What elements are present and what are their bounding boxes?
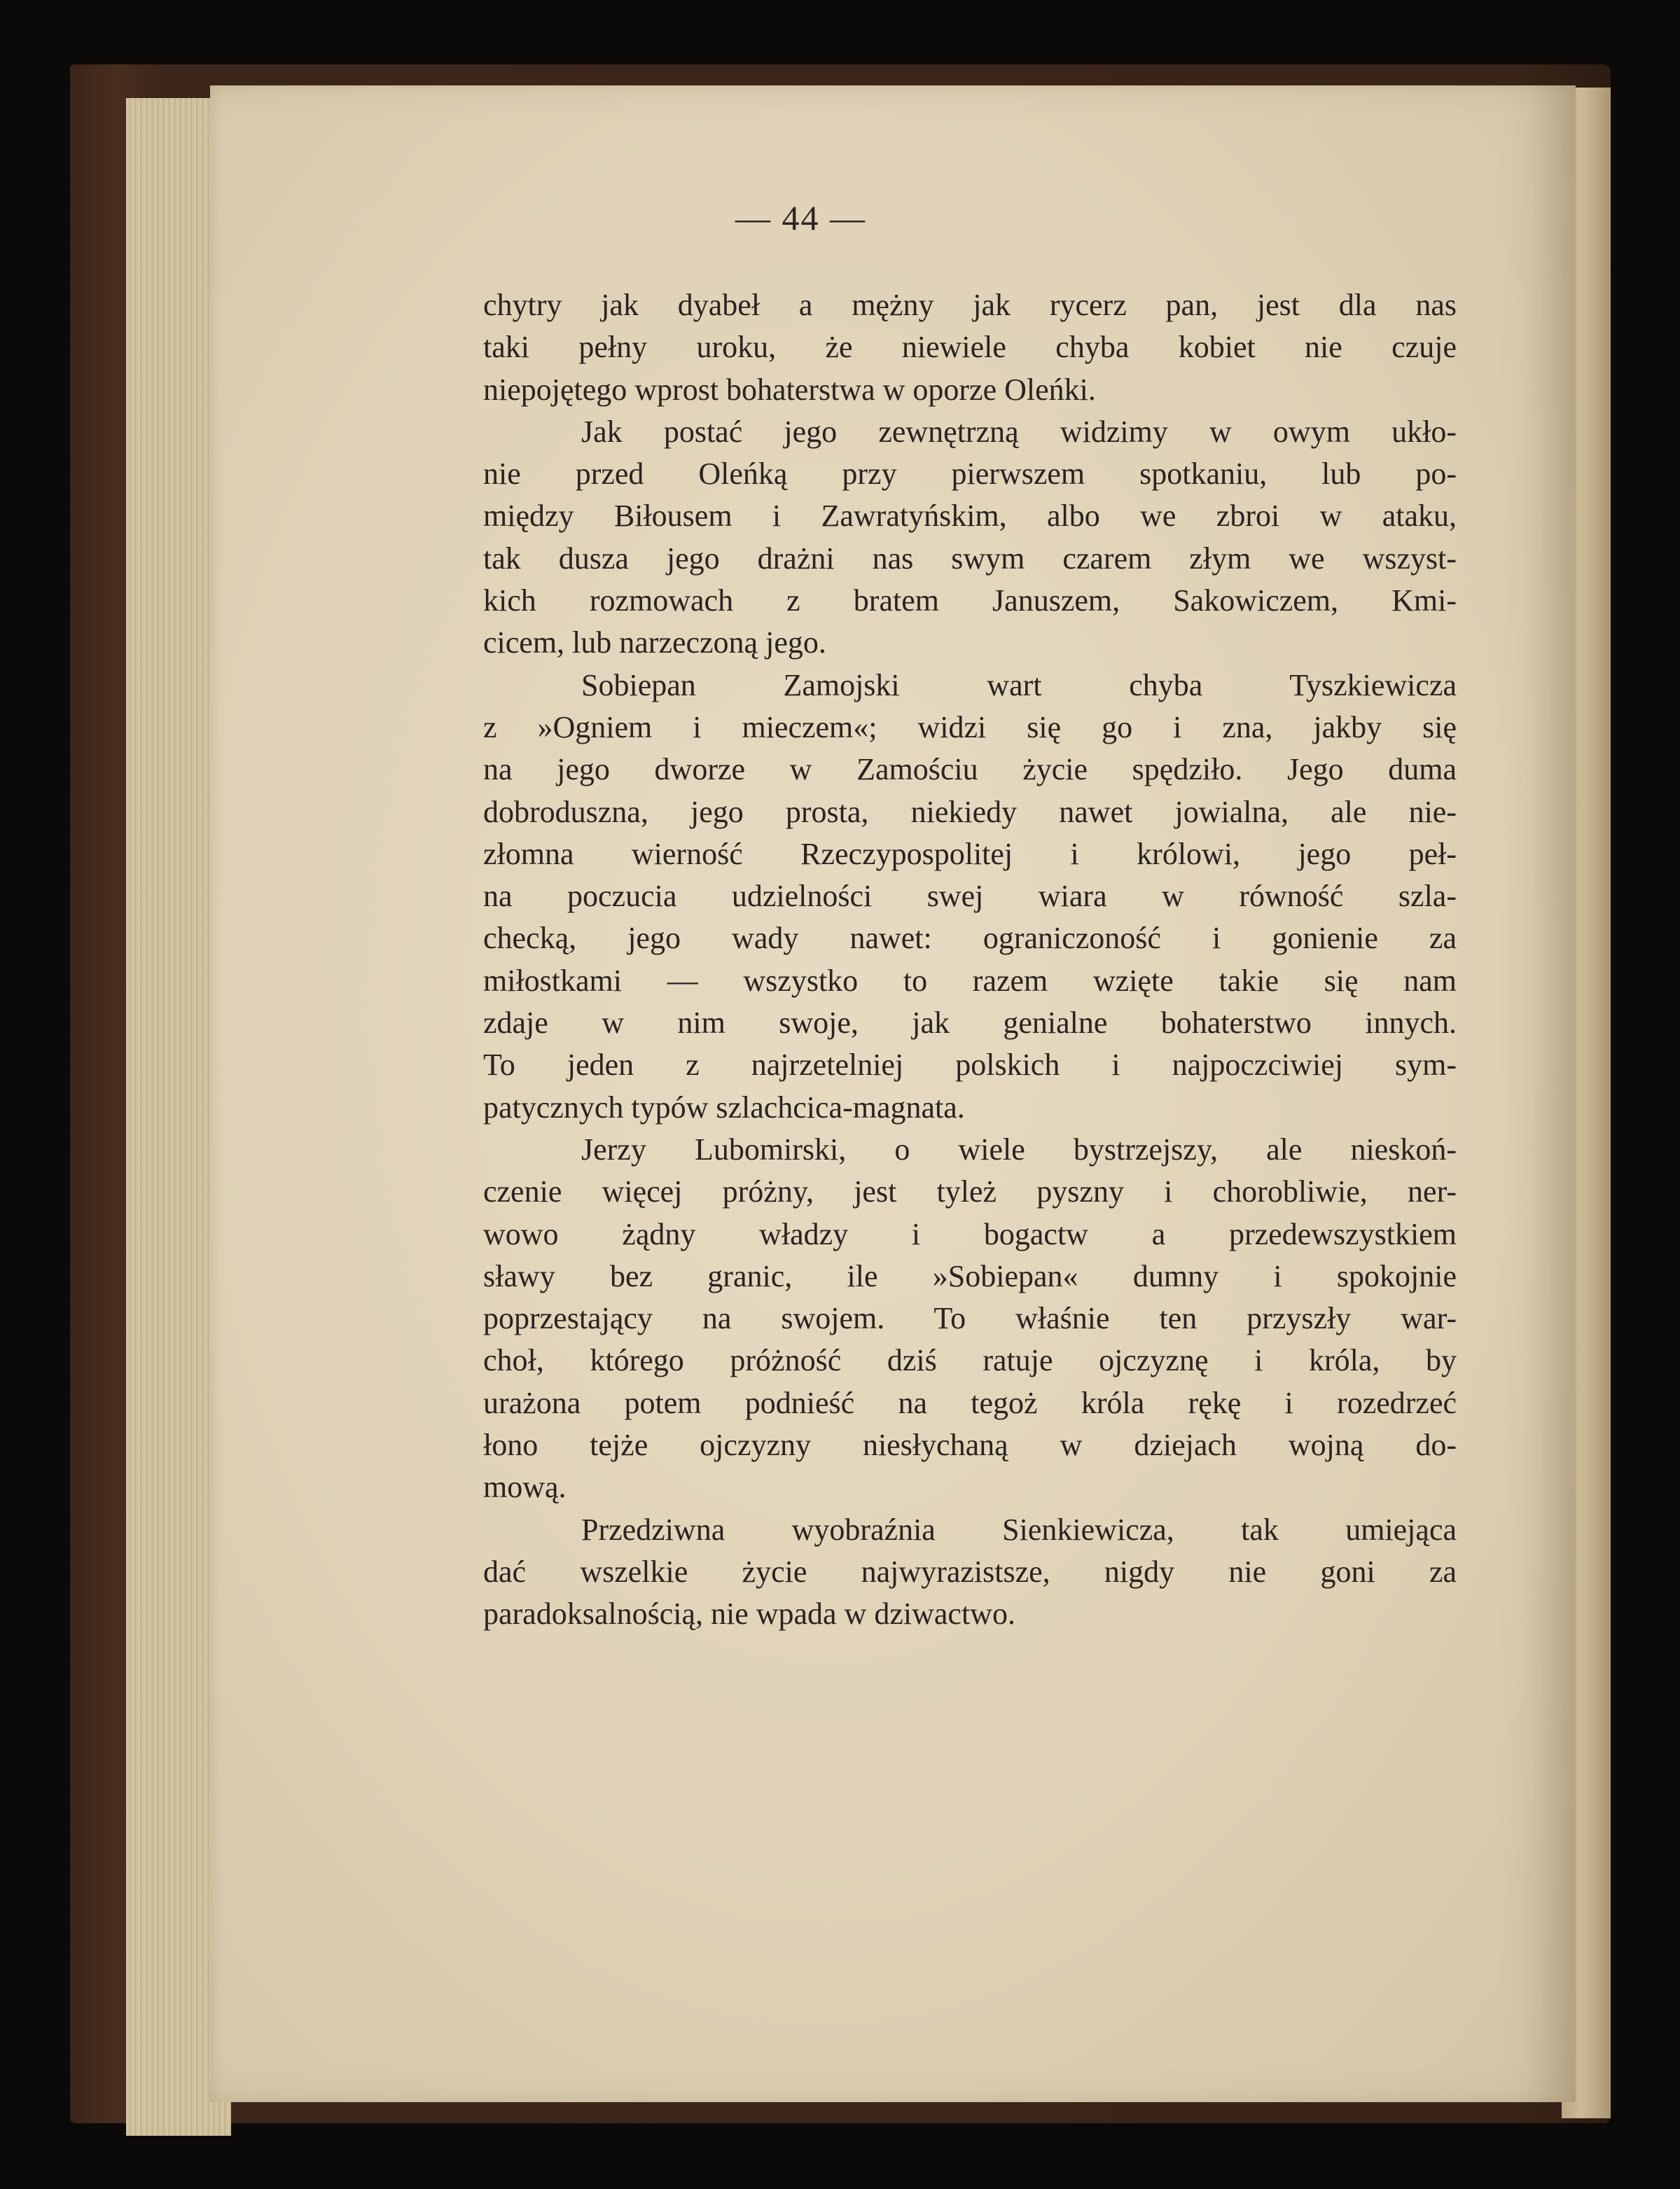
- text-line: łono tejże ojczyzny niesłychaną w dziejach wojną do-: [483, 1428, 1457, 1463]
- text-line: chytry jak dyabeł a mężny jak rycerz pan, jest dla nas: [483, 288, 1457, 322]
- text-line: urażona potem podnieść na tegoż króla rękę i rozedrzeć: [483, 1385, 1457, 1420]
- text-line: niepojętego wprost bohaterstwa w oporze Oleńki.: [483, 372, 1096, 407]
- text-line: złomna wierność Rzeczypospolitej i królowi, jego peł-: [483, 836, 1457, 871]
- text-line: na jego dworze w Zamościu życie spędziło. Jego duma: [483, 752, 1457, 787]
- text-line: taki pełny uroku, że niewiele chyba kobiet nie czuje: [483, 330, 1457, 365]
- page-number: — 44 —: [735, 198, 866, 237]
- text-line: cicem, lub narzeczoną jego.: [483, 625, 826, 660]
- text-line: Jerzy Lubomirski, o wiele bystrzejszy, ale nieskoń-: [581, 1132, 1457, 1167]
- text-line: mową.: [483, 1470, 567, 1505]
- text-line: Sobiepan Zamojski wart chyba Tyszkiewicza: [581, 667, 1457, 702]
- text-line: dobroduszna, jego prosta, niekiedy nawet jowialna, ale nie-: [483, 794, 1457, 829]
- text-line: patycznych typów szlachcica-magnata.: [483, 1090, 965, 1125]
- text-line: zdaje w nim swoje, jak genialne bohaterstwo innych.: [483, 1006, 1457, 1041]
- text-line: z »Ogniem i mieczem«; widzi się go i zna, jakby się: [483, 709, 1457, 744]
- text-line: nie przed Oleńką przy pierwszem spotkaniu, lub po-: [483, 457, 1457, 492]
- text-line: Przedziwna wyobraźnia Sienkiewicza, tak umiejąca: [581, 1512, 1457, 1547]
- text-line: dać wszelkie życie najwyrazistsze, nigdy nie goni za: [483, 1554, 1457, 1589]
- text-line: choł, którego próżność dziś ratuje ojczyznę i króla, by: [483, 1343, 1457, 1378]
- text-line: czenie więcej próżny, jest tyleż pyszny i chorobliwie, ner-: [483, 1174, 1457, 1209]
- text-line: checką, jego wady nawet: ograniczoność i gonienie za: [483, 921, 1457, 956]
- text-line: miłostkami — wszystko to razem wzięte takie się nam: [483, 963, 1457, 998]
- body-text: [483, 284, 1457, 1636]
- text-line: między Biłousem i Zawratyńskim, albo we zbroi w ataku,: [483, 499, 1457, 534]
- text-line: paradoksalnością, nie wpada w dziwactwo.: [483, 1597, 1015, 1632]
- text-line: poprzestający na swojem. To właśnie ten przyszły war-: [483, 1301, 1457, 1336]
- text-line: kich rozmowach z bratem Januszem, Sakowiczem, Kmi-: [483, 583, 1457, 618]
- text-line: na poczucia udzielności swej wiara w równość szla-: [483, 879, 1457, 914]
- text-line: Jak postać jego zewnętrzną widzimy w owym ukło-: [581, 414, 1457, 449]
- text-line: wowo żądny władzy i bogactw a przedewszystkiem: [483, 1216, 1457, 1251]
- text-line: tak dusza jego drażni nas swym czarem złym we wszyst-: [483, 541, 1457, 576]
- text-line: To jeden z najrzetelniej polskich i najpoczciwiej sym-: [483, 1048, 1457, 1083]
- text-line: sławy bez granic, ile »Sobiepan« dumny i spokojnie: [483, 1258, 1457, 1293]
